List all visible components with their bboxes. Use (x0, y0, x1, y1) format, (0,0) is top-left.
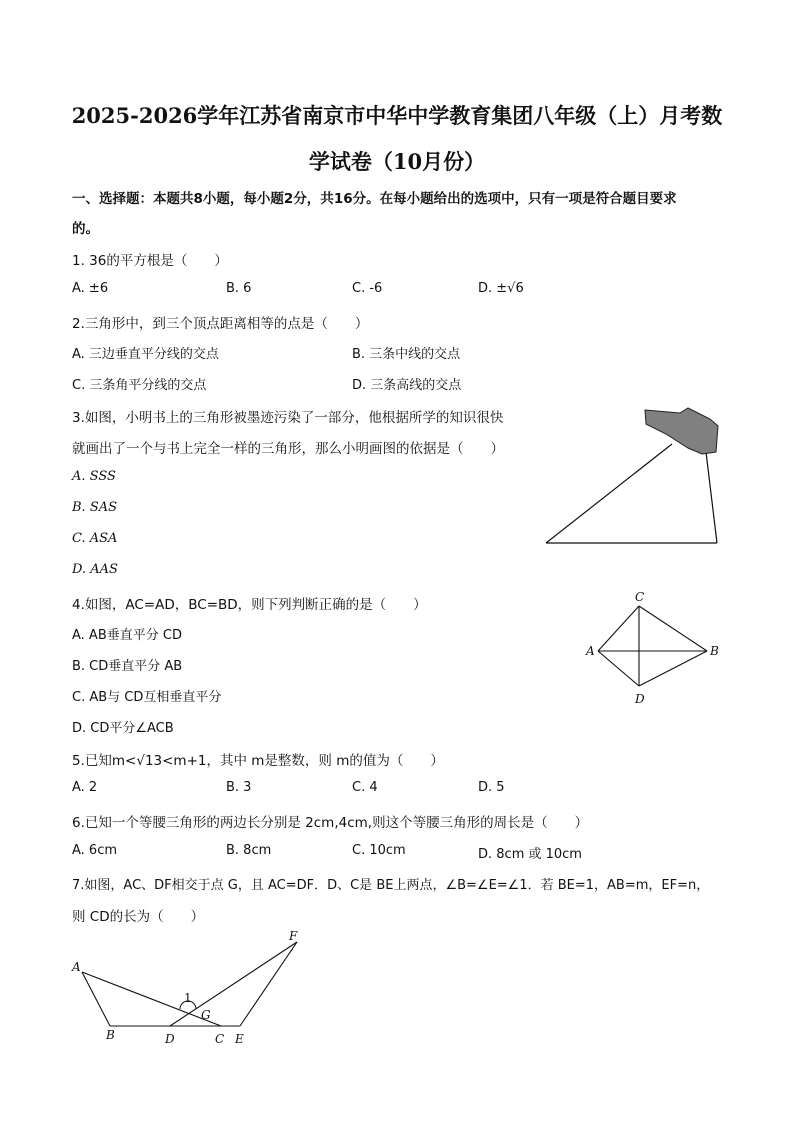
q3-stem-line2: 就画出了一个与书上完全一样的三角形，那么小明画图的依据是（ ） (72, 441, 504, 457)
segment-ef (240, 942, 297, 1026)
q6-option-b[interactable]: B. 8cm (226, 843, 272, 858)
point-label-b: B (106, 1028, 115, 1042)
point-label-g: G (201, 1008, 211, 1022)
section-intro-end (72, 217, 99, 237)
triangle-right-side (706, 452, 717, 543)
q4-option-d[interactable]: D. CD平分∠ACB (72, 721, 174, 736)
q4-stem: 4.如图，AC=AD，BC=BD，则下列判断正确的是（ ） (72, 597, 427, 613)
ink-stain-blot (645, 408, 718, 454)
q2-option-d[interactable]: D. 三条高线的交点 (352, 378, 462, 393)
q3-option-d[interactable]: D. AAS (72, 562, 118, 577)
exam-title-line1: 2025-2026学年江苏省南京市中华中学教育集团八年级（上）月考数 (71, 103, 723, 128)
q2-option-b[interactable]: B. 三条中线的交点 (352, 347, 461, 362)
point-label-f: F (289, 929, 298, 943)
point-label-c: C (215, 1032, 225, 1046)
q4-option-b[interactable]: B. CD垂直平分 AB (72, 659, 183, 674)
points-each: 2 (283, 191, 294, 207)
q2-option-c[interactable]: C. 三条角平分线的交点 (72, 378, 207, 393)
q6-option-a[interactable]: A. 6cm (72, 843, 118, 858)
q3-option-b[interactable]: B. SAS (72, 500, 118, 515)
q5-option-c[interactable]: C. 4 (352, 780, 378, 795)
intro-part: 分。在每小题给出的选项中，只有一项是符合题目要求 (352, 191, 677, 207)
point-label-d: D (165, 1032, 175, 1046)
vertex-label-a: A (586, 644, 595, 658)
q6-option-c[interactable]: C. 10cm (352, 843, 406, 858)
q5-option-b[interactable]: B. 3 (226, 780, 252, 795)
segment-ab (82, 972, 110, 1026)
intro-part: 小题，每小题 (202, 191, 284, 207)
q2-option-a[interactable]: A. 三边垂直平分线的交点 (72, 347, 219, 362)
points-total: 16 (333, 191, 353, 207)
q6-option-d[interactable]: D. 8cm 或 10cm (478, 847, 582, 862)
q5-stem: 5.已知m<√13<m+1，其中 m是整数，则 m的值为（ ） (72, 753, 444, 769)
vertex-label-c: C (635, 590, 645, 604)
q3-ink-stained-triangle-figure (540, 404, 730, 549)
point-label-e: E (235, 1032, 244, 1046)
vertex-label-b: B (710, 644, 719, 658)
q1-option-c[interactable]: C. -6 (352, 281, 383, 296)
vertex-label-d: D (635, 692, 645, 706)
q7-stem-line2: 则 CD的长为（ ） (72, 909, 205, 925)
q2-stem: 2.三角形中，到三个顶点距离相等的点是（ ） (72, 316, 369, 332)
q5-option-d[interactable]: D. 5 (478, 780, 505, 795)
intro-part: 一、选择题：本题共 (72, 191, 194, 207)
triangle-left-side (546, 444, 672, 543)
exam-title-line2: 学试卷（10月份） (308, 149, 486, 174)
q1-stem: 1. 36的平方根是（ ） (72, 253, 228, 269)
q3-stem-line1: 3.如图，小明书上的三角形被墨迹污染了一部分，他根据所学的知识很快 (72, 410, 504, 426)
question-count: 8 (193, 191, 203, 207)
q1-option-b[interactable]: B. 6 (226, 281, 252, 296)
segment-df (170, 942, 297, 1026)
q1-option-a[interactable]: A. ±6 (72, 281, 109, 296)
q5-option-a[interactable]: A. 2 (72, 780, 98, 795)
section-intro (72, 187, 677, 207)
q4-option-c[interactable]: C. AB与 CD互相垂直平分 (72, 690, 222, 705)
intro-part: 的。 (72, 221, 99, 237)
point-label-a: A (72, 960, 81, 974)
intro-part: 分，共 (293, 191, 334, 207)
q3-option-c[interactable]: C. ASA (72, 531, 118, 546)
q6-stem: 6.已知一个等腰三角形的两边长分别是 2cm,4cm,则这个等腰三角形的周长是（ ） (72, 815, 589, 831)
q4-kite-figure (580, 588, 725, 708)
q1-option-d[interactable]: D. ±√6 (478, 281, 524, 296)
q4-option-a[interactable]: A. AB垂直平分 CD (72, 628, 182, 643)
q3-option-a[interactable]: A. SSS (72, 469, 116, 484)
q7-stem-line1: 7.如图，AC、DF相交于点 G，且 AC=DF．D、C是 BE上两点，∠B=∠E=∠1．若 BE=1，AB=m，EF=n， (72, 878, 710, 893)
q7-geometry-figure (70, 925, 320, 1050)
angle-label-1: 1 (184, 991, 192, 1005)
